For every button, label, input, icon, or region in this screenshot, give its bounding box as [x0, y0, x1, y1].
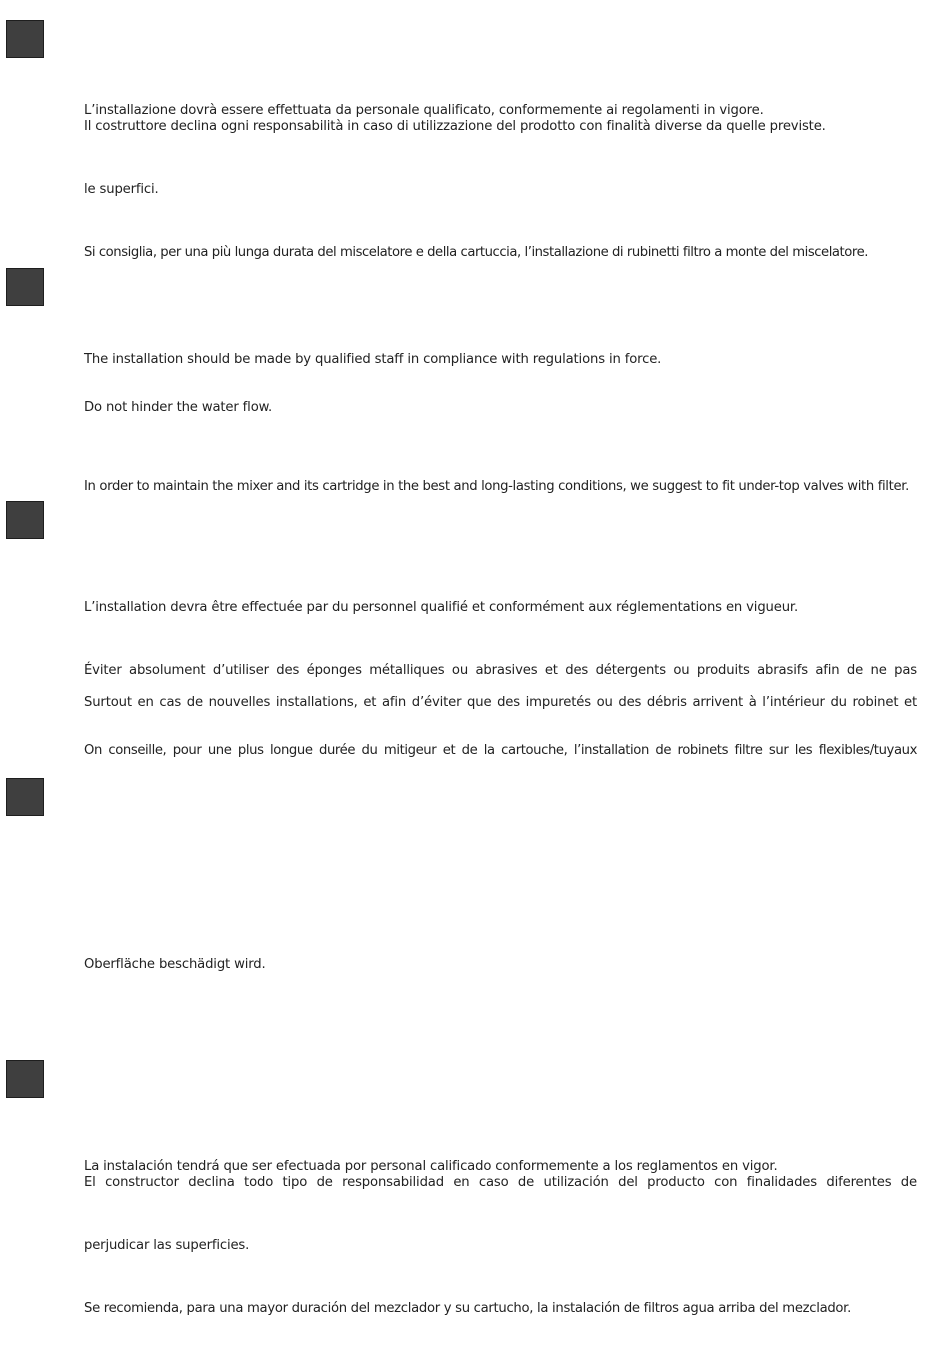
section-marker-french: [6, 501, 44, 539]
french-installation-notice: L’installation devra être effectuée par du personnel qualifié et conformément aux réglementations en vigueur.: [84, 600, 799, 615]
spanish-surfaces-text: perjudicar las superficies.: [84, 1238, 250, 1253]
spanish-liability-notice: El constructor declina todo tipo de responsabilidad en caso de utilización del producto con finalidades diferentes de: [84, 1175, 917, 1190]
english-water-flow-notice: Do not hinder the water flow.: [84, 400, 273, 415]
italian-surfaces-text: le superfici.: [84, 182, 159, 197]
section-marker-spanish: [6, 1060, 44, 1098]
english-installation-notice: The installation should be made by qualified staff in compliance with regulations in force.: [84, 352, 662, 367]
german-surface-text: Oberfläche beschädigt wird.: [84, 957, 266, 972]
section-marker-italian: [6, 20, 44, 58]
section-marker-german: [6, 778, 44, 816]
section-marker-english: [6, 268, 44, 306]
french-filter-advice: On conseille, pour une plus longue durée du mitigeur et de la cartouche, l’installation de robinets filtre sur les flexibles/tuyaux: [84, 743, 917, 758]
italian-installation-notice: L’installazione dovrà essere effettuata da personale qualificato, conformemente ai regolamenti in vigore.: [84, 103, 764, 118]
spanish-installation-notice: La instalación tendrá que ser efectuada por personal calificado conformemente a los reglamentos en vigor.: [84, 1159, 778, 1174]
italian-liability-notice: Il costruttore declina ogni responsabilità in caso di utilizzazione del prodotto con finalità diverse da quelle previste.: [84, 119, 826, 134]
spanish-filter-advice: Se recomienda, para una mayor duración del mezclador y su cartucho, la instalación de filtros agua arriba del mezclador.: [84, 1301, 851, 1316]
italian-filter-advice: Si consiglia, per una più lunga durata del miscelatore e della cartuccia, l’installazione di rubinetti filtro a monte del miscelatore.: [84, 245, 868, 260]
french-new-installation-notice: Surtout en cas de nouvelles installations, et afin d’éviter que des impuretés ou des débris arrivent à l’intérieur du robinet et: [84, 695, 917, 710]
french-cleaning-notice: Éviter absolument d’utiliser des éponges métalliques ou abrasives et des détergents ou produits abrasifs afin de ne pas: [84, 663, 917, 678]
english-filter-advice: In order to maintain the mixer and its cartridge in the best and long-lasting conditions, we suggest to fit under-top valves with filter.: [84, 479, 909, 494]
